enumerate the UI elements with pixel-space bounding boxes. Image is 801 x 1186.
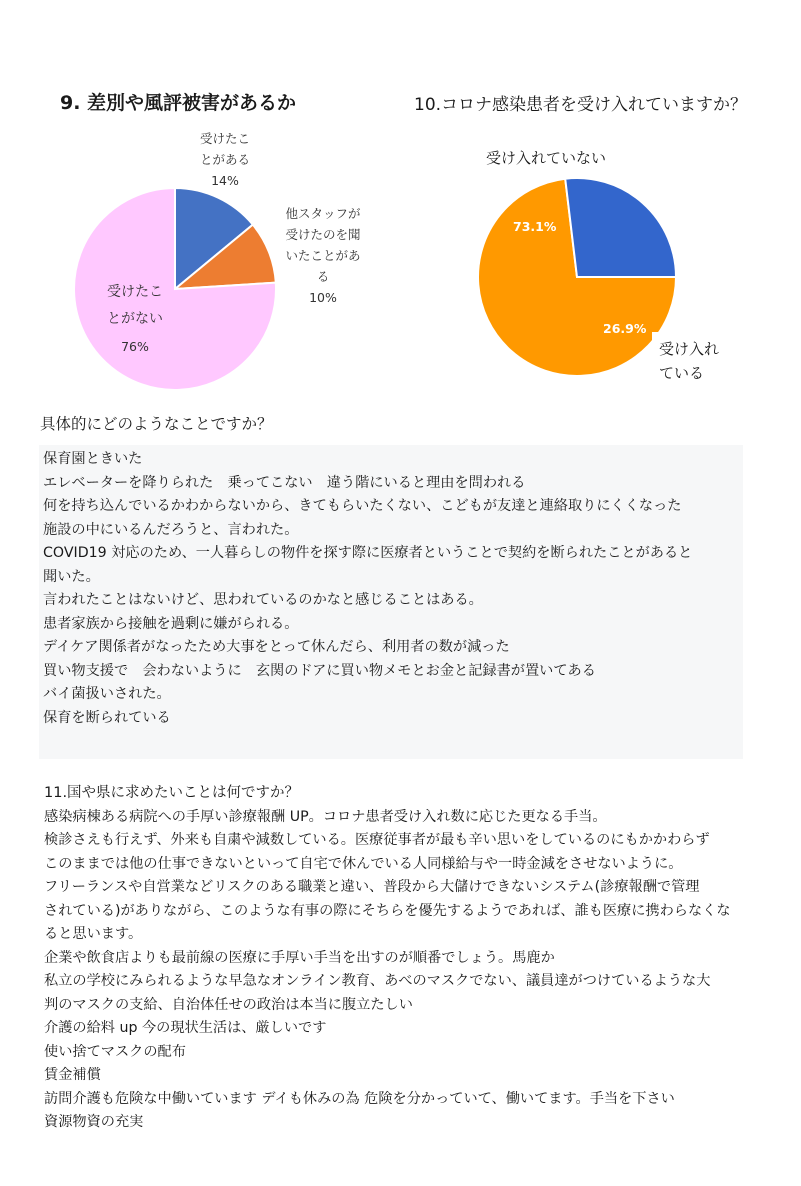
detail-answer: 施設の中にいるんだろうと、言われた。 <box>43 521 299 538</box>
q9-label-experienced-line2: とがある <box>199 152 250 167</box>
q10-label-accepting-line1: 受け入れ <box>659 340 720 358</box>
q10-label-not-accepting: 受け入れていない <box>486 149 607 167</box>
q11-answer: 感染病棟ある病院への手厚い診療報酬 UP。コロナ患者受け入れ数に応じた更なる手当。 <box>44 808 607 825</box>
q9-label-other-staff-line3: いたことがあ <box>285 248 361 263</box>
q9-label-not-experienced-line1: 受けたこ <box>107 284 163 300</box>
q9-label-not-experienced <box>96 279 174 360</box>
q11-answer: 私立の学校にみられるような早急なオンライン教育、あべのマスクでない、議員達がつけているような大 <box>44 973 711 989</box>
q10-pie-slice-1 <box>565 178 676 277</box>
q11-answer: 企業や飲食店よりも最前線の医療に手厚い手当を出すのが順番でしょう。馬鹿か <box>44 949 555 966</box>
detail-answer: 患者家族から接触を過剰に嫌がられる。 <box>43 615 299 632</box>
q11-title: 11.国や県に求めたいことは何ですか？ <box>44 785 300 801</box>
q11-answer: 使い捨てマスクの配布 <box>44 1043 186 1060</box>
q9-label-other-staff-line1: 他スタッフが <box>285 206 361 221</box>
q10-pie-chart <box>478 176 680 380</box>
detail-answer: 聞いた。 <box>43 568 100 585</box>
q9-label-other-staff-pct: 10% <box>309 290 337 305</box>
q9-label-not-experienced-line2: とがない <box>107 311 163 327</box>
q9-label-other-staff-line2: 受けたのを聞 <box>285 227 361 242</box>
detail-answer: デイケア関係者がなったため大事をとって休んだら、利用者の数が減った <box>43 639 510 655</box>
q11-answer: 介護の給料 up 今の現状生活は、厳しいです <box>44 1020 327 1036</box>
q9-label-other-staff-line4: る <box>316 269 330 284</box>
detail-question-title: 具体的にどのようなことですか？ <box>40 415 273 433</box>
q9-title: 9. 差別や風評被害があるか <box>60 92 297 114</box>
q11-answer: 賃金補償 <box>44 1067 101 1083</box>
q9-label-experienced <box>190 128 260 191</box>
detail-answer: 保育園ときいた <box>43 451 143 467</box>
q11-answer: このままでは他の仕事できないといって自宅で休んでいる人同様給与や一時金減をさせないように。 <box>44 855 683 872</box>
q10-label-accepting-line2: ている <box>659 364 705 382</box>
detail-answer: COVID19 対応のため、一人暮らしの物件を探す際に医療者ということで契約を断られたことがあると <box>43 545 693 561</box>
detail-answer: 保育を断られている <box>43 709 171 726</box>
q11-section <box>44 782 744 1135</box>
q10-title: 10.コロナ感染患者を受け入れていますか？ <box>414 95 748 115</box>
q9-label-experienced-pct: 14% <box>211 173 239 188</box>
detail-answer: エレベーターを降りられた 乗ってこない 違う階にいると理由を問われる <box>43 474 526 491</box>
q11-answer: されている)がありながら、このような有事の際にそちらを優先するようであれば、誰も医療に携わらなくな <box>44 902 731 919</box>
q11-answer: 訪問介護も危険な中働いています デイも休みの為 危険を分かっていて、働いてます。手当を下さい <box>44 1090 675 1107</box>
q11-answer: 検診さえも行えず、外来も自粛や減数している。医療従事者が最も辛い思いをしているのにもかかわらず <box>44 832 710 848</box>
q10-value-label-not-accepting: 73.1% <box>513 219 557 234</box>
q11-answer: 資源物資の充実 <box>44 1114 144 1130</box>
detail-answers-box <box>39 445 743 759</box>
q11-answer: ると思います。 <box>44 926 143 942</box>
detail-answer: バイ菌扱いされた。 <box>43 686 171 702</box>
detail-answer: 買い物支援で 会わないように 玄関のドアに買い物メモとお金と記録書が置いてある <box>43 662 596 679</box>
q11-answer: 判のマスクの支給、自治体任せの政治は本当に腹立たしい <box>44 996 413 1013</box>
detail-answer: 言われたことはないけど、思われているのかなと感じることはある。 <box>43 592 483 608</box>
detail-answer: 何を持ち込んでいるかわからないから、きてもらいたくない、こどもが友達と連絡取りにくくなった <box>43 498 682 514</box>
q9-label-experienced-line1: 受けたこ <box>199 131 250 146</box>
q9-label-not-experienced-pct: 76% <box>121 339 149 354</box>
q10-label-accepting-box <box>652 332 722 386</box>
q11-answer: フリーランスや自営業などリスクのある職業と違い、普段から大儲けできないシステム(診療報酬で管理 <box>44 879 700 895</box>
q9-label-other-staff <box>276 203 370 308</box>
q10-value-label-accepting: 26.9% <box>603 321 647 336</box>
